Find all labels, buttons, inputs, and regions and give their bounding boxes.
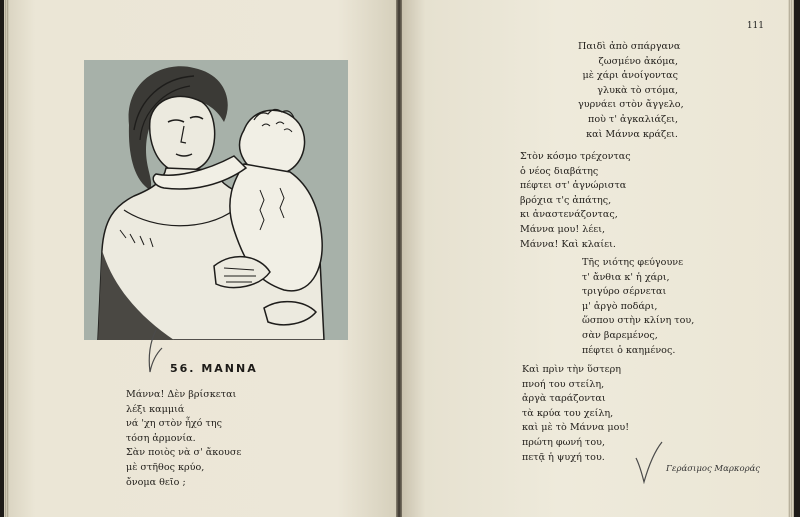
page-edges-right — [788, 0, 794, 517]
poem-line: μὲ στῆθος κρύο, — [126, 461, 205, 473]
poem-left-stanza — [126, 388, 241, 490]
poem-line: κι ἀναστενάζοντας, — [520, 209, 618, 221]
poem-line: λέξι καμμιά — [126, 403, 185, 415]
mother-child-illustration — [84, 60, 348, 340]
author-signature: Γεράσιμος Μαρκοράς — [666, 464, 761, 474]
poem-line: μ' ἀργὸ ποδάρι, — [582, 300, 658, 312]
poem-line: γυρνάει στὸν ἄγγελο, — [578, 99, 684, 111]
poem-line: Μάννα! Δὲν βρίσκεται — [126, 389, 237, 400]
poem-line: γλυκὰ τὸ στόμα, — [597, 84, 678, 96]
poem-line: πνοή του στείλη, — [522, 378, 605, 390]
poem-line: τ' ἄνθια κ' ἡ χάρι, — [582, 271, 670, 283]
poem-line: Στὸν κόσμο τρέχοντας — [520, 151, 631, 162]
page-edges-left — [4, 0, 9, 517]
poem-line: τριγύρο σέρνεται — [582, 286, 667, 298]
poem-stanza-2 — [520, 150, 631, 252]
poem-line: Μάννα! Καὶ κλαίει. — [520, 238, 616, 250]
left-page — [4, 0, 396, 517]
poem-line: Μάννα μου! λέει, — [520, 223, 606, 235]
poem-line: Τῆς νιότης φεύγουνε — [582, 257, 684, 268]
poem-line: Σὰν ποιὸς νὰ σ' ἄκουσε — [126, 447, 242, 459]
poem-line: καὶ μὲ τὸ Μάννα μου! — [522, 422, 630, 434]
poem-line: τὰ κρύα του χείλη, — [522, 407, 614, 419]
poem-line: ζωσμένο ἀκόμα, — [598, 55, 678, 67]
poem-line: ποὺ τ' ἀγκαλιάζει, — [588, 113, 678, 125]
poem-line: καὶ Μάννα κράζει. — [586, 128, 678, 140]
poem-title: 56. ΜΑΝΝΑ — [170, 362, 258, 375]
poem-line: πετᾷ ἡ ψυχή του. — [522, 451, 605, 463]
poem-line: βρόχια τ'ς ἀπάτης, — [520, 194, 612, 206]
poem-line: Καὶ πρὶν τὴν ὕστερη — [522, 364, 622, 375]
poem-stanza-4 — [522, 363, 629, 465]
page-number: 111 — [746, 21, 764, 31]
poem-line: ὁ νέος διαβάτης — [520, 165, 599, 177]
poem-line: ἀργὰ ταράζονται — [522, 393, 606, 405]
poem-line: σὰν βαρεμένος, — [582, 329, 658, 341]
poem-line: πρώτη φωνή του, — [522, 436, 606, 448]
poem-line: Παιδὶ ἀπὸ σπάργανα — [578, 41, 681, 52]
poem-stanza-3 — [582, 256, 694, 358]
poem-line: ὄνομα θεῖο ; — [126, 476, 186, 488]
poem-line: μὲ χάρι ἀνοίγοντας — [582, 70, 678, 82]
pencil-tick-mark — [634, 440, 664, 484]
right-page — [402, 0, 794, 517]
poem-line: πέφτει στ' ἀγνώριστα — [520, 180, 627, 192]
pencil-tick-mark — [144, 328, 164, 378]
poem-line: πέφτει ὁ καημένος. — [582, 344, 676, 356]
poem-line: τόση ἁρμονία. — [126, 432, 196, 444]
illustration-drawing — [84, 60, 348, 340]
poem-line: ὥσπου στὴν κλίνη του, — [582, 315, 695, 327]
poem-line: νά 'χη στὸν ἦχό της — [126, 418, 222, 430]
poem-stanza-1 — [578, 40, 684, 142]
